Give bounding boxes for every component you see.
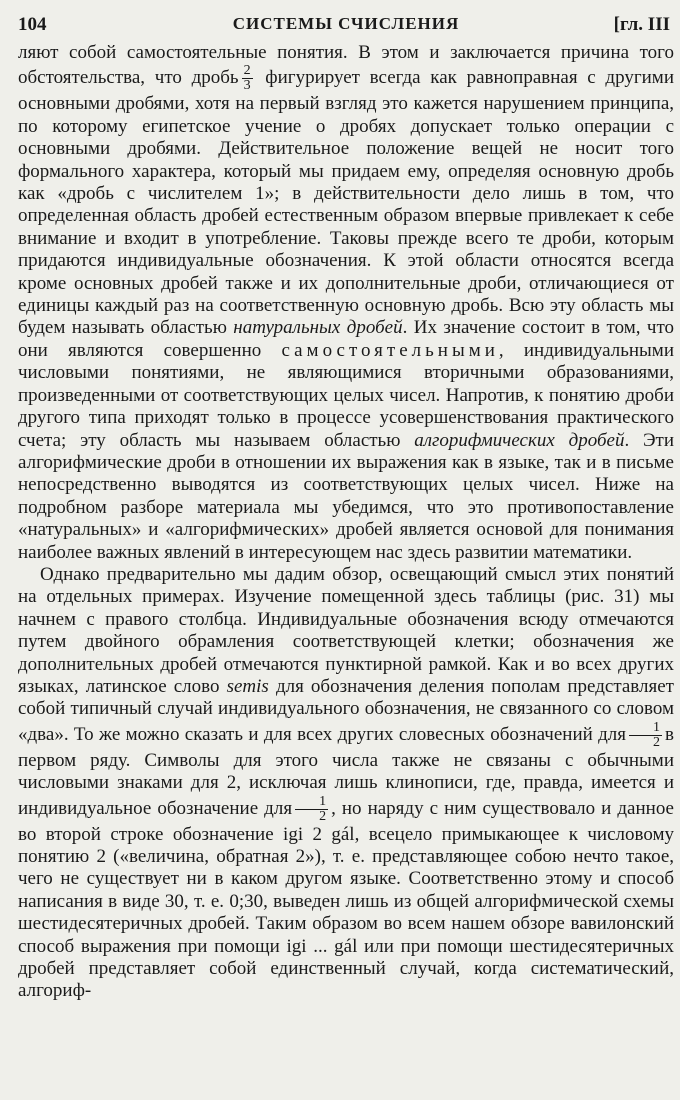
fraction-two-thirds: $\frac{2}{3}$ — [243, 63, 251, 94]
fraction-one-half: $\frac{1}{2}$ — [629, 721, 662, 750]
paragraph-2 — [18, 564, 674, 1003]
latin-word-semis: semis — [226, 675, 269, 697]
p2-text-a: Однако предварительно мы дадим обзор, освещающий смысл этих понятий на отдельных примерах. Изучение помещенной здесь таблицы (рис. 31) мы начнем с правого столбца. Индивидуальные обозначения всюду отмечаются путем двойного обрамления соответствующей клетки; обозначения же дополнительных дробей отмечаются пунктирной рамкой. Как и во всех других языках, латинское слово — [18, 563, 674, 697]
fraction-one-half-2: $\frac{1}{2}$ — [295, 795, 328, 824]
p1-text-d: . Их значение состоит в том, что они являются совершенно — [18, 317, 674, 361]
spaced-word: самостоятельными — [281, 339, 499, 361]
page-header — [18, 8, 674, 42]
p1-text-a: ляют собой самостоятельные понятия. В этом и заключается причина того обстоятельства, что дробь — [18, 42, 674, 89]
term-natural-fractions: натуральных дробей — [233, 317, 403, 339]
p2-text-d: в первом ряду. Символы для этого числа также не связаны с обычными числовыми знаками для 2, исключая лишь клинописи, где, правда, имеется и индивидуальное обозначение для — [18, 723, 674, 819]
p1-text-b: фигурирует всегда как равноправная с другими основными дробями, хотя на первый взгляд это кажется нарушением принципа, по которому египетское учение о дробях допускает только операции с основными дробями. Действительное положение вещей не носит того формального характера, который мы придаем ему, определяя основную дробь как «дробь с числителем 1»; в действительности дело лишь в том, что определенная область дробей естественным образом впервые привлекает к себе внимание и входит в употребление. Таковы прежде всего те дроби, которым придаются индивидуальные обозначения. К этой области относятся всегда кроме основных дробей также и их дополнительные дроби, отличающиеся от единицы каждый раз на соответственную основную дробь. Всю эту область мы будем называть областью — [18, 67, 674, 339]
p2-text-c: для обозначения деления пополам представляет собой типичный случай индивидуального обозначения, не связанного со словом «два». То же можно сказать и для всех других словесных обозначений для — [18, 675, 674, 745]
chapter-marker: [гл. III — [613, 14, 670, 35]
running-title: СИСТЕМЫ СЧИСЛЕНИЯ — [232, 14, 460, 33]
page-number: 104 — [18, 14, 47, 35]
paragraph-1 — [18, 42, 674, 564]
p2-text-e: , но наряду с ним существовало и данное во второй строке обозначение igi 2 gál, всецело примыкающее к числовому понятию 2 («величина, обратная 2»), т. е. представляющее собою нечто такое, чего не существует ни в каком другом языке. Соответственно этому и способ написания в виде 30, т. е. 0;30, выведен лишь из общей алгорифмической схемы шестидесятеричных дробей. Таким образом во всем нашем обзоре вавилонский способ выражения при помощи igi ... gál или при помощи шестидесятеричных дробей представляет собой единственный случай, когда систематический, алгориф- — [18, 797, 674, 1002]
p1-text-h: . Эти алгорифмические дроби в отношении их выражения как в языке, так и в письме непосредственно выводятся из соответствующих целых чисел. Ниже на подробном разборе материала мы убедимся, что это противопоставление «натуральных» и «алгорифмических» дробей является основой для понимания наиболее важных явлений в интересующем нас здесь развитии математики. — [18, 429, 675, 563]
p1-text-f: , индивидуальными числовыми понятиями, не являющимися вторичными образованиями, произведенными от соответствующих целых чисел. Напротив, к понятию дроби другого типа приходят только в процессе усовершенствования практического счета; эту область мы называем областью — [18, 339, 674, 451]
term-algorithmic-fractions: алгорифмических дробей — [414, 429, 625, 451]
